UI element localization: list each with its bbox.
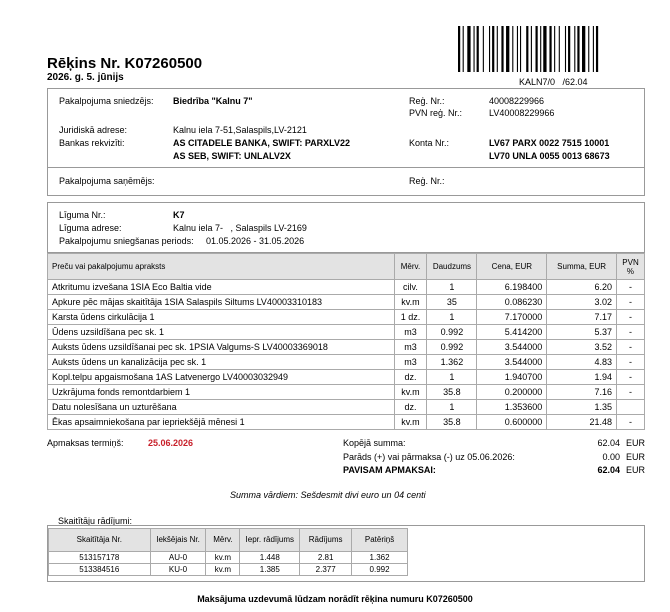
header-description: Preču vai pakalpojumu apraksts [48,254,395,280]
pay-label: PAVISAM APMAKSAI: [343,465,436,475]
contract-nr-value: K7 [173,210,185,220]
invoice-date: 2026. g. 5. jūnijs [47,72,124,83]
meters-table [48,528,408,576]
meters-header-inner: Iekšējais Nr. [150,529,206,552]
debt-currency: EUR [626,452,646,462]
bank-1: AS CITADELE BANKA, SWIFT: PARXLV22 [173,138,351,148]
items-table [47,253,645,430]
reg-label: Reģ. Nr.: [409,96,445,106]
sum-in-words: Summa vārdiem: Sešdesmit divi euro un 04 centi [230,490,426,500]
table-row: Auksts ūdens uzsildīšanai pec sk. 1PSIA Valgums-S LV40003369018 m3 0.992 3.544000 3.52 - [48,340,645,355]
contract-address-label: Līguma adrese: [59,223,122,233]
table-row: Karsta ūdens cirkulācija 1 1 dz. 1 7.170000 7.17 - [48,310,645,325]
footer-note: Maksājuma uzdevumā lūdzam norādīt rēķina numuru K07260500 [197,594,473,604]
header-price: Cena, EUR [477,254,547,280]
period-label: Pakalpojumu sniegšanas periods: [59,236,194,246]
invoice-title: Rēķins Nr. K07260500 [47,55,203,72]
provider-label: Pakalpojuma sniedzējs: [59,96,154,106]
meters-header-unit: Mērv. [206,529,240,552]
bank-2: AS SEB, SWIFT: UNLALV2X [173,151,291,161]
account-2: LV70 UNLA 0055 0013 68673 [489,151,610,161]
meters-header-prev: Iepr. rādījums [240,529,300,552]
meters-title: Skaitītāju rādījumi: [58,516,133,526]
pay-currency: EUR [626,465,646,475]
barcode [458,26,643,72]
account-1: LV67 PARX 0022 7515 10001 [489,138,610,148]
address-label: Juridiskā adrese: [59,125,128,135]
receiver-label: Pakalpojuma saņēmējs: [59,176,155,186]
receiver-reg-label: Reģ. Nr.: [409,176,445,186]
pay-value: 62.04 [597,465,620,475]
meters-header-use: Patēriņš [352,529,408,552]
barcode-text: KALN7/0 /62.04 [519,77,588,87]
due-label: Apmaksas termiņš: [47,438,124,448]
total-currency: EUR [626,438,646,448]
total-label: Kopējā summa: [343,438,406,448]
pvn-value: LV40008229966 [489,108,555,118]
account-label: Konta Nr.: [409,138,450,148]
period-value: 01.05.2026 - 31.05.2026 [206,236,305,246]
bank-label: Bankas rekvizīti: [59,138,125,148]
reg-value: 40008229966 [489,96,545,106]
table-row: Kopl.telpu apgaismošana 1AS Latvenergo LV40003032949 dz. 1 1.940700 1.94 - [48,370,645,385]
table-row: 513157178 AU-0 kv.m 1.448 2.81 1.362 [49,552,408,564]
debt-value: 0.00 [602,452,620,462]
provider-name: Biedrība "Kalnu 7" [173,96,253,106]
pvn-label: PVN reģ. Nr.: [409,108,463,118]
table-row: Ūdens uzsildīšana pec sk. 1 m3 0.992 5.414200 5.37 - [48,325,645,340]
meters-header-nr: Skaitītāja Nr. [49,529,151,552]
header-sum: Summa, EUR [547,254,617,280]
table-row: Datu nolesīšana un uzturēšana dz. 1 1.353600 1.35 [48,400,645,415]
header-quantity: Daudzums [427,254,477,280]
due-value: 25.06.2026 [148,438,194,448]
table-row: Ēkas apsaimniekošana par iepriekšējā mēnesi 1 kv.m 35.8 0.600000 21.48 - [48,415,645,430]
table-row: Auksts ūdens un kanalizācija pec sk. 1 m3 1.362 3.544000 4.83 - [48,355,645,370]
debt-label: Parāds (+) vai pārmaksa (-) uz 05.06.2026: [343,452,515,462]
table-row: 513384516 KU-0 kv.m 1.385 2.377 0.992 [49,564,408,576]
header-vat: PVN % [616,254,644,280]
header-unit: Mērv. [394,254,427,280]
total-value: 62.04 [597,438,620,448]
contract-address-value: Kalnu iela 7- , Salaspils LV-2169 [173,223,307,233]
table-row: Apkure pēc mājas skaitītāja 1SIA Salaspils Siltums LV40003310183 kv.m 35 0.086230 3.02 - [48,295,645,310]
meters-header-cur: Rādījums [300,529,352,552]
table-row: Uzkrājuma fonds remontdarbiem 1 kv.m 35.8 0.200000 7.16 - [48,385,645,400]
table-row: Atkritumu izvešana 1SIA Eco Baltia vide cilv. 1 6.198400 6.20 - [48,280,645,295]
address-value: Kalnu iela 7-51,Salaspils,LV-2121 [173,125,307,135]
contract-nr-label: Līguma Nr.: [59,210,106,220]
